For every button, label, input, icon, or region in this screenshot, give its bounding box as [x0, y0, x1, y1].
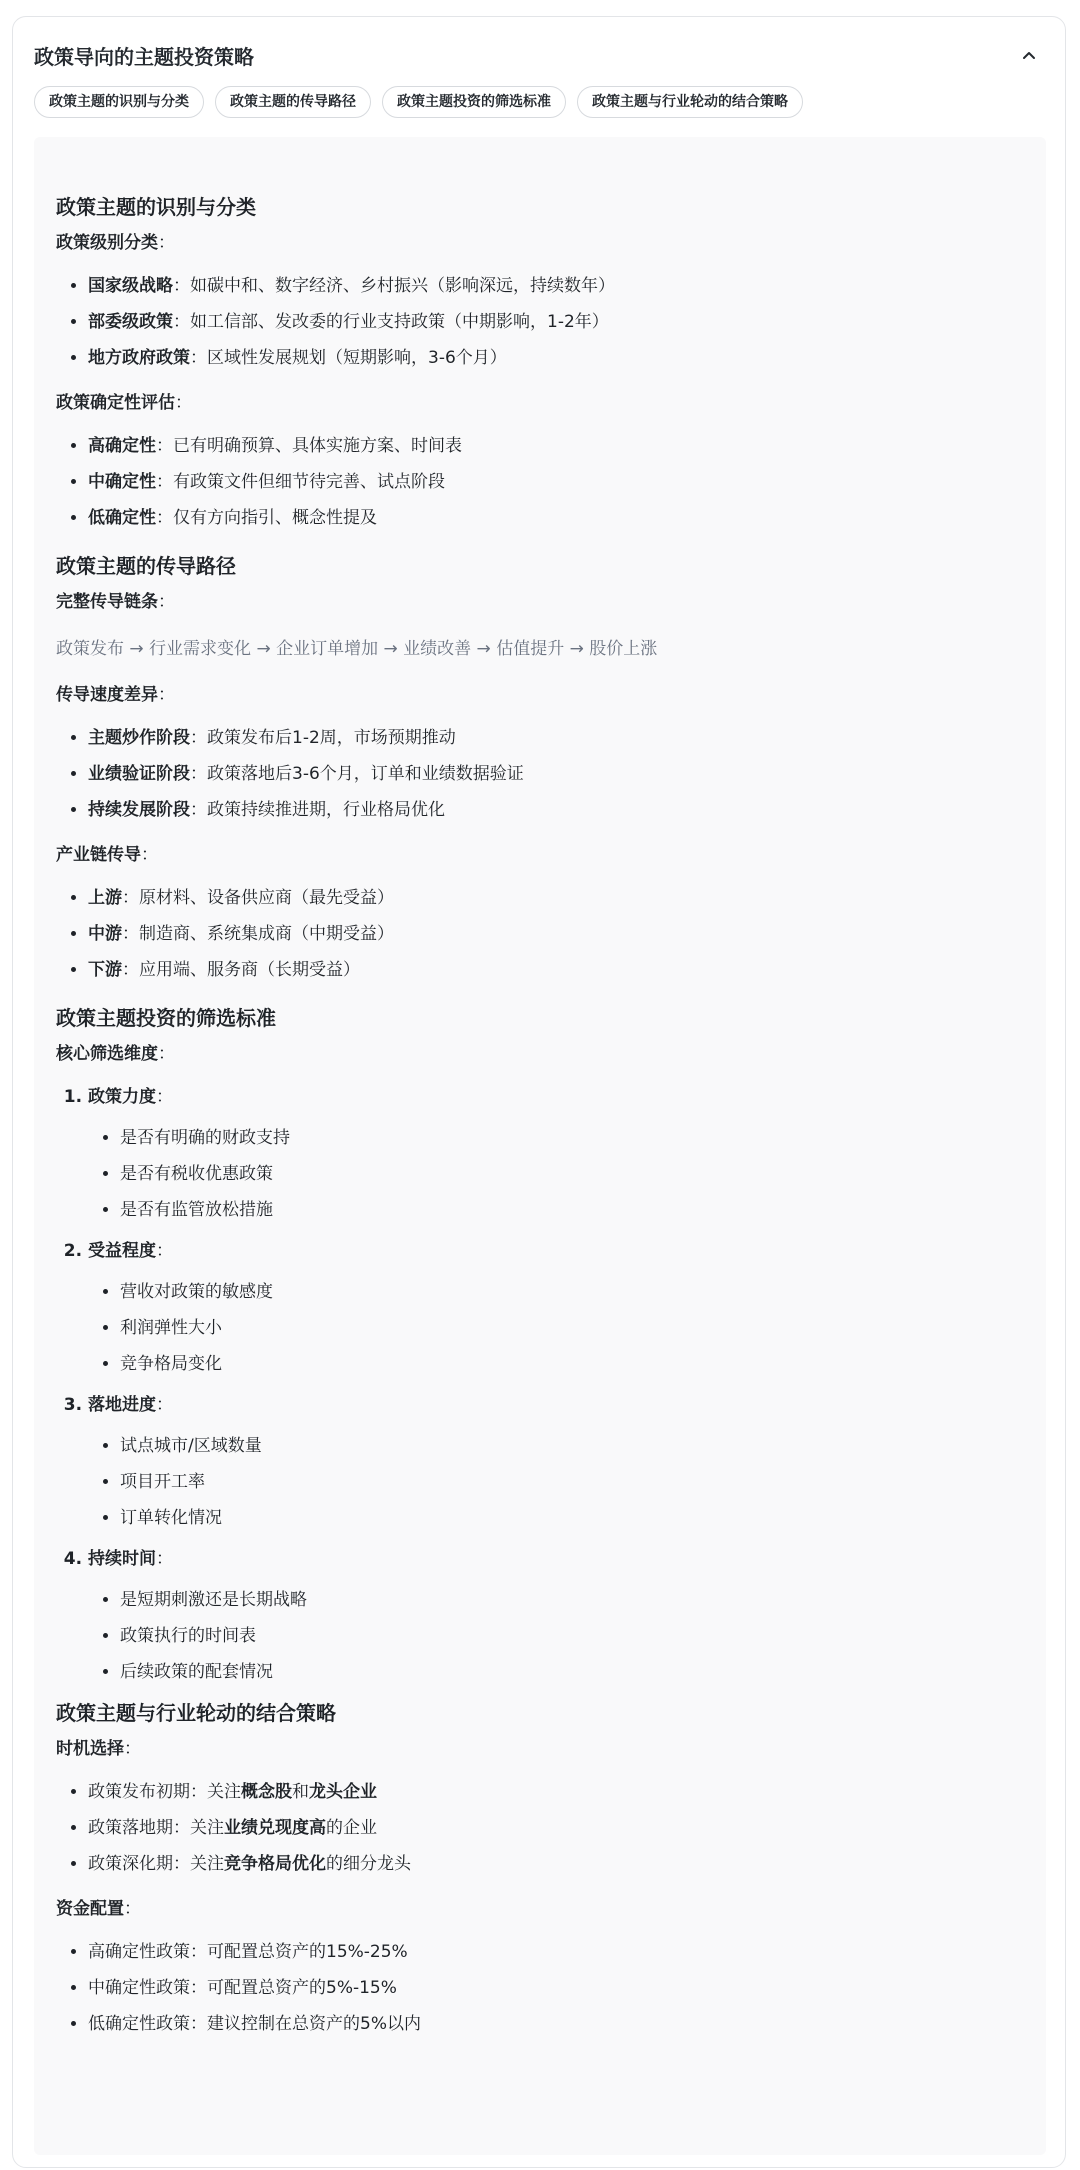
subheading-allocation: 资金配置： [56, 1899, 141, 1919]
policy-level-list [56, 268, 1024, 376]
list-item: • 营收对政策的敏感度 [120, 1274, 1024, 1310]
content-panel [34, 137, 1046, 2155]
list-item: • 地方政府政策：区域性发展规划（短期影响，3-6个月） [88, 340, 1024, 376]
list-item: • 业绩验证阶段：政策落地后3-6个月，订单和业绩数据验证 [88, 756, 1024, 792]
list-item: • 订单转化情况 [120, 1500, 1024, 1536]
list-item: • 是短期刺激还是长期战略 [120, 1582, 1024, 1618]
list-item: 3. 落地进度： • 试点城市/区域数量 • 项目开工率 • 订单转化情况 [88, 1387, 1024, 1536]
policy-strategy-card [12, 16, 1066, 2168]
tab-transmission[interactable]: 政策主题的传导路径 [215, 86, 371, 118]
list-item: • 国家级战略：如碳中和、数字经济、乡村振兴（影响深远，持续数年） [88, 268, 1024, 304]
list-item: • 上游：原材料、设备供应商（最先受益） [88, 880, 1024, 916]
list-item: • 是否有税收优惠政策 [120, 1156, 1024, 1192]
list-item: • 低确定性政策：建议控制在总资产的5%以内 [88, 2006, 1024, 2042]
list-item: 4. 持续时间： • 是短期刺激还是长期战略 • 政策执行的时间表 • 后续政策的配套情况 [88, 1541, 1024, 1690]
tab-identification[interactable]: 政策主题的识别与分类 [34, 86, 204, 118]
section-title-rotation: 政策主题与行业轮动的结合策略 [56, 1701, 336, 1725]
allocation-list [56, 1934, 1024, 2042]
section-tabs [34, 86, 803, 118]
list-item: • 中确定性：有政策文件但细节待完善、试点阶段 [88, 464, 1024, 500]
collapse-button[interactable] [1015, 41, 1043, 69]
subheading-level-classification: 政策级别分类： [56, 233, 175, 253]
list-item: • 低确定性：仅有方向指引、概念性提及 [88, 500, 1024, 536]
tab-rotation[interactable]: 政策主题与行业轮动的结合策略 [577, 86, 803, 118]
subheading-speed: 传导速度差异： [56, 685, 175, 705]
list-item: • 下游：应用端、服务商（长期受益） [88, 952, 1024, 988]
subheading-dimensions: 核心筛选维度： [56, 1044, 175, 1064]
list-item: • 试点城市/区域数量 [120, 1428, 1024, 1464]
list-item: 1. 政策力度： • 是否有明确的财政支持 • 是否有税收优惠政策 • 是否有监管放松措施 [88, 1079, 1024, 1228]
subheading-timing: 时机选择： [56, 1739, 141, 1759]
industry-chain-list [56, 880, 1024, 988]
list-item: • 后续政策的配套情况 [120, 1654, 1024, 1690]
list-item: • 政策发布初期：关注概念股和龙头企业 [88, 1774, 1024, 1810]
card-header [13, 17, 1065, 91]
list-item: • 主题炒作阶段：政策发布后1-2周，市场预期推动 [88, 720, 1024, 756]
subheading-chain: 完整传导链条： [56, 592, 175, 612]
card-title: 政策导向的主题投资策略 [34, 45, 254, 69]
list-item: • 政策落地期：关注业绩兑现度高的企业 [88, 1810, 1024, 1846]
list-item: • 是否有监管放松措施 [120, 1192, 1024, 1228]
screening-dimensions-list [56, 1079, 1024, 1690]
list-item: • 竞争格局变化 [120, 1346, 1024, 1382]
list-item: • 政策深化期：关注竞争格局优化的细分龙头 [88, 1846, 1024, 1882]
section-title-identification: 政策主题的识别与分类 [56, 195, 256, 219]
list-item: • 中游：制造商、系统集成商（中期受益） [88, 916, 1024, 952]
list-item: • 中确定性政策：可配置总资产的5%-15% [88, 1970, 1024, 2006]
list-item: • 高确定性：已有明确预算、具体实施方案、时间表 [88, 428, 1024, 464]
timing-list [56, 1774, 1024, 1882]
transmission-chain: 政策发布 → 行业需求变化 → 企业订单增加 → 业绩改善 → 估值提升 → 股价上涨 [56, 639, 658, 659]
chevron-up-icon [1015, 41, 1043, 69]
subheading-industry-chain: 产业链传导： [56, 845, 158, 865]
list-item: 2. 受益程度： • 营收对政策的敏感度 • 利润弹性大小 • 竞争格局变化 [88, 1233, 1024, 1382]
certainty-list [56, 428, 1024, 536]
list-item: • 高确定性政策：可配置总资产的15%-25% [88, 1934, 1024, 1970]
speed-list [56, 720, 1024, 828]
list-item: • 是否有明确的财政支持 [120, 1120, 1024, 1156]
list-item: • 政策执行的时间表 [120, 1618, 1024, 1654]
list-item: • 利润弹性大小 [120, 1310, 1024, 1346]
list-item: • 部委级政策：如工信部、发改委的行业支持政策（中期影响，1-2年） [88, 304, 1024, 340]
section-title-screening: 政策主题投资的筛选标准 [56, 1006, 276, 1030]
tab-screening[interactable]: 政策主题投资的筛选标准 [382, 86, 566, 118]
section-title-transmission: 政策主题的传导路径 [56, 554, 236, 578]
list-item: • 持续发展阶段：政策持续推进期，行业格局优化 [88, 792, 1024, 828]
list-item: • 项目开工率 [120, 1464, 1024, 1500]
subheading-certainty: 政策确定性评估： [56, 393, 192, 413]
